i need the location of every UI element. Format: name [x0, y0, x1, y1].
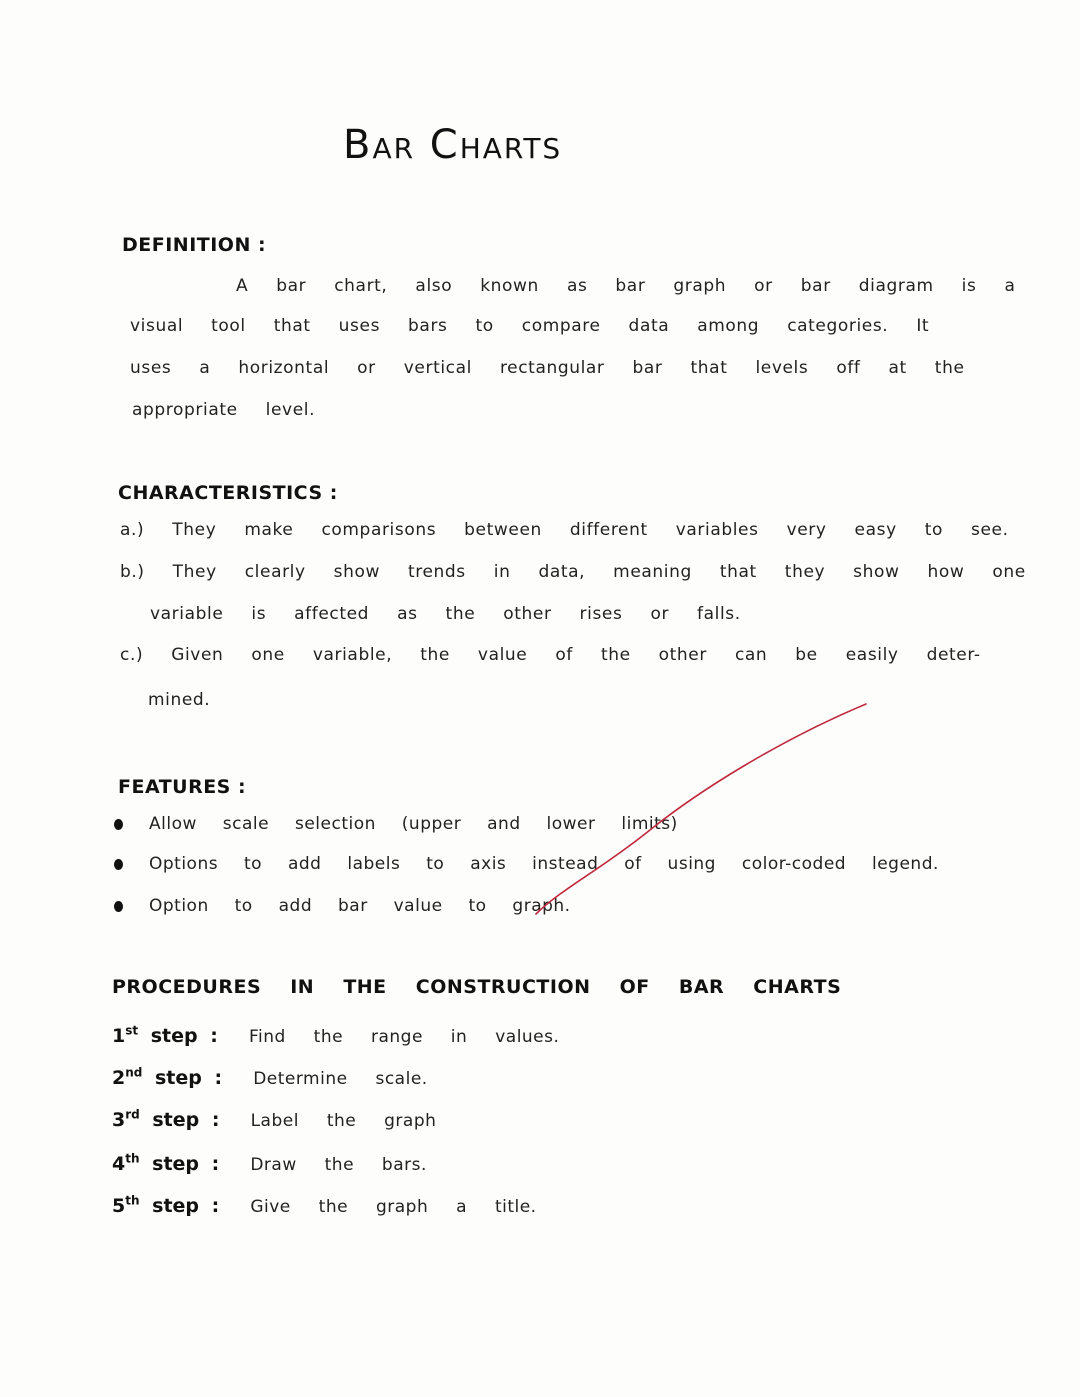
step-label: 5th step : [112, 1194, 220, 1218]
procedure-step-1 [112, 1024, 559, 1047]
item-text: Given one variable, the value of the other can be easily deter- [171, 645, 981, 665]
item-text: They make comparisons between different variables very easy to see. [172, 520, 1009, 540]
characteristic-item-c [120, 645, 981, 665]
characteristic-item-b [120, 562, 1026, 582]
step-label: 2nd step : [112, 1066, 223, 1090]
item-marker: b.) [120, 562, 145, 582]
procedure-step-3 [112, 1108, 436, 1131]
characteristic-item-b-continued: variable is affected as the other rises or falls. [150, 604, 741, 624]
procedure-step-5 [112, 1194, 537, 1217]
item-marker: a.) [120, 520, 145, 540]
step-text: Draw the bars. [250, 1155, 427, 1176]
definition-line: visual tool that uses bars to compare data among categories. It [130, 316, 930, 336]
feature-item: Allow scale selection (upper and lower limits) [114, 814, 678, 834]
features-heading: FEATURES : [118, 776, 247, 798]
feature-item: Option to add bar value to graph. [114, 896, 571, 916]
step-label: 3rd step : [112, 1108, 220, 1132]
definition-heading: DEFINITION : [122, 234, 267, 256]
step-label: 4th step : [112, 1152, 220, 1176]
feature-item: Options to add labels to axis instead of using color-coded legend. [114, 854, 939, 874]
bullet-icon [114, 819, 123, 830]
step-text: Label the graph [250, 1111, 437, 1132]
bullet-icon [114, 859, 123, 870]
characteristic-item-c-continued: mined. [148, 690, 211, 710]
definition-line: A bar chart, also known as bar graph or bar diagram is a [236, 276, 1016, 296]
characteristics-heading: CHARACTERISTICS : [118, 482, 338, 504]
procedures-heading: PROCEDURES IN THE CONSTRUCTION OF BAR CHARTS [112, 976, 842, 998]
item-marker: c.) [120, 645, 144, 665]
item-text: They clearly show trends in data, meaning that they show how one [172, 562, 1026, 582]
bullet-icon [114, 901, 123, 912]
step-text: Give the graph a title. [250, 1197, 537, 1218]
step-text: Determine scale. [253, 1069, 428, 1090]
definition-line: appropriate level. [132, 400, 316, 420]
definition-line: uses a horizontal or vertical rectangular bar that levels off at the [130, 358, 965, 378]
procedure-step-2 [112, 1066, 428, 1089]
step-label: 1st step : [112, 1024, 218, 1048]
step-text: Find the range in values. [248, 1027, 560, 1048]
procedure-step-4 [112, 1152, 427, 1175]
page-title: Bar Charts [343, 122, 563, 168]
characteristic-item-a [120, 520, 1009, 540]
